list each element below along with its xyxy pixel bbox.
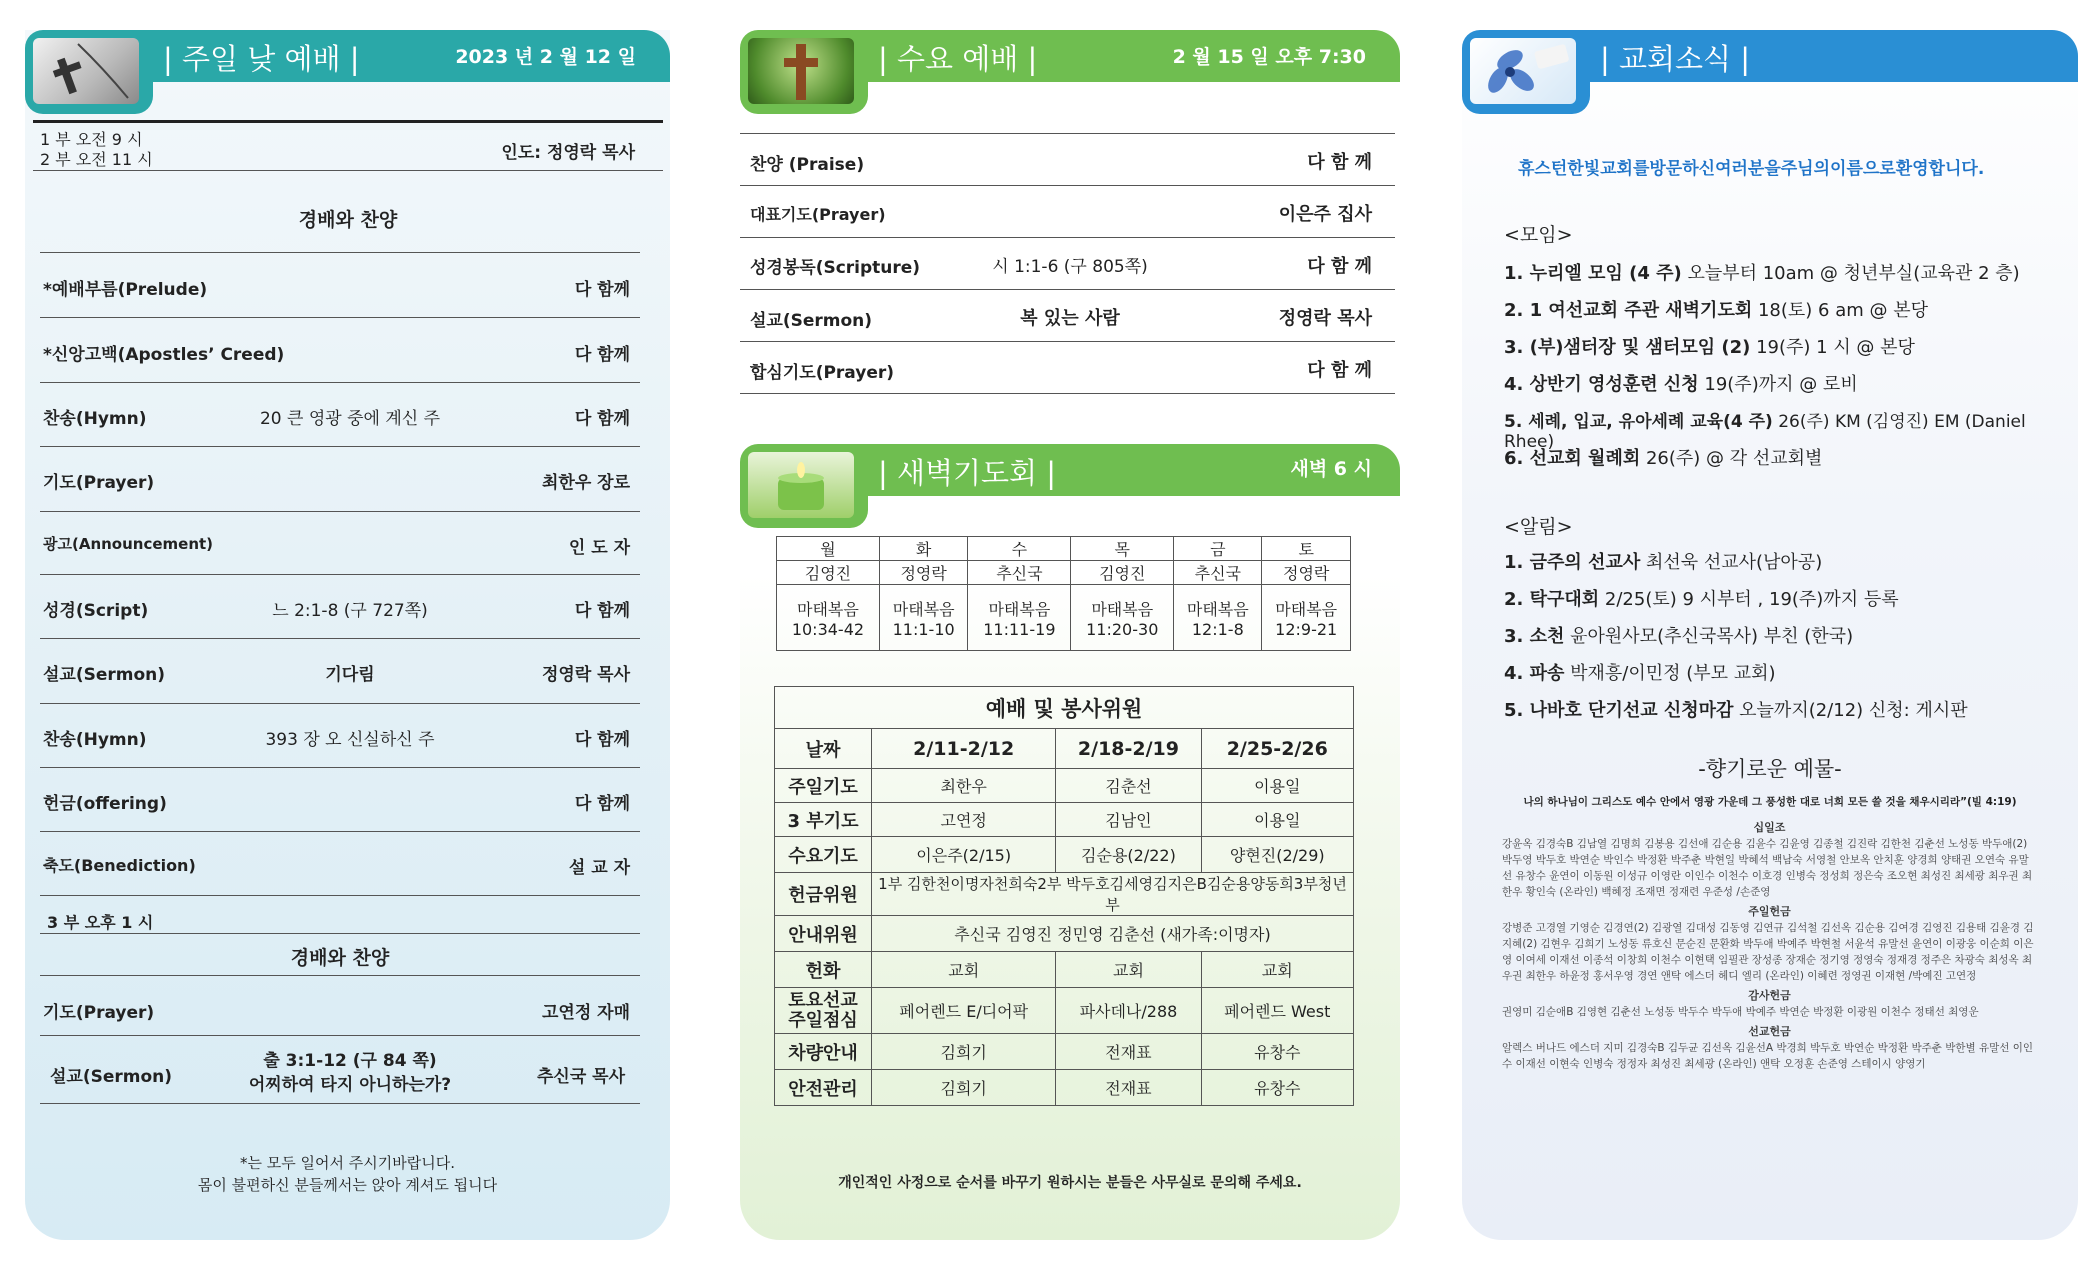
meeting-detail: 19(주) 1 시 @ 본당 (1750, 337, 1915, 358)
book-text: 마태복음 (892, 599, 955, 619)
order-person: 다 함께 (574, 345, 630, 365)
flower-icon (1470, 38, 1576, 104)
meeting-item (1504, 370, 1858, 396)
cell: 김순용(2/22) (1056, 837, 1201, 873)
cell: 김남인 (1056, 803, 1201, 837)
thanks-offering-names: 권영미 김순애B 김영현 김춘선 노성동 박두수 박두애 박예주 박연순 박정환 이광원 이천수 정태선 최영운 (1502, 1006, 1979, 1018)
passage-cell (879, 585, 968, 651)
verse-text: 12:1-8 (1191, 619, 1244, 639)
offering-list (1502, 820, 2037, 1072)
meeting-detail: 26(주) KM (김영진) EM (Daniel Rhee) (1504, 412, 2026, 452)
cell: 김희기 (872, 1070, 1056, 1106)
thanks-offering-heading: 감사헌금 (1748, 989, 1791, 1002)
order-person: 다 함께 (574, 601, 630, 621)
mission-offering-heading: 선교헌금 (1748, 1025, 1791, 1038)
row-label (775, 988, 872, 1034)
notice-item (1504, 548, 1822, 574)
wed-order-label: 찬양 (Praise) (750, 155, 865, 175)
dawn-time: 새벽 6 시 (1290, 458, 1372, 480)
wed-order-label: 합심기도(Prayer) (750, 363, 895, 383)
passage-cell (777, 585, 880, 651)
order-label: 찬송(Hymn) (43, 409, 147, 429)
dawn-title: | 새벽기도회 | (878, 456, 1057, 490)
verse-text: 11:11-19 (983, 619, 1056, 639)
wednesday-photo-tab (740, 30, 868, 114)
meeting-detail: 오늘부터 10am @ 청년부실(교육관 2 층) (1681, 263, 2020, 284)
notice-item (1504, 585, 1899, 611)
meeting-detail: 18(토) 6 am @ 본당 (1752, 300, 1928, 321)
wed-order-detail: 복 있는 사람 (1020, 308, 1120, 329)
sunday-offering-heading: 주일헌금 (1748, 905, 1791, 918)
flower-image (1470, 38, 1576, 104)
cell: 김춘선 (1056, 769, 1201, 803)
wed-order-detail: 시 1:1-6 (구 805쪽) (992, 257, 1148, 277)
wed-order-person: 이은주 집사 (1278, 204, 1372, 225)
row-label: 헌금위원 (775, 873, 872, 916)
service3-sermon-label: 설교(Sermon) (50, 1067, 173, 1087)
order-person: 인 도 자 (568, 538, 630, 558)
order-person: 다 함께 (574, 409, 630, 429)
notice-heading: <알림> (1504, 516, 1573, 538)
notice-item (1504, 659, 1776, 685)
notice-detail: 2/25(토) 9 시부터 , 19(주)까지 등록 (1599, 589, 1899, 610)
order-person: 설 교 자 (568, 858, 630, 878)
day-cell: 화 (879, 537, 968, 561)
service3-time: 3 부 오후 1 시 (47, 913, 154, 932)
passage-cell (1174, 585, 1262, 651)
row-label: 수요기도 (775, 837, 872, 873)
cell: 교회 (872, 952, 1056, 988)
service3-sermon-scripture: 출 3:1-12 (구 84 쪽) (263, 1051, 437, 1071)
notice-name: 1. 금주의 선교사 (1504, 552, 1641, 573)
day-cell: 토 (1262, 537, 1351, 561)
order-label: 설교(Sermon) (43, 665, 166, 685)
verse-text: 11:20-30 (1086, 619, 1159, 639)
leader-cell: 추신국 (1174, 561, 1262, 585)
meeting-name: 1. 누리엘 모임 (4 주) (1504, 263, 1682, 284)
order-label: *신앙고백(Apostles’ Creed) (43, 345, 285, 365)
notice-name: 3. 소천 (1504, 626, 1565, 647)
wed-order-person: 다 함 께 (1307, 152, 1372, 173)
volunteer-table (774, 686, 1354, 1106)
service-leader: 인도: 정영락 목사 (501, 143, 635, 163)
book-text: 마태복음 (1186, 599, 1249, 619)
tithe-heading: 십일조 (1753, 821, 1786, 834)
lunch-label-line2: 주일점심 (788, 1009, 858, 1031)
meeting-name: 6. 선교회 월례회 (1504, 448, 1641, 469)
service3-section-title: 경배와 찬양 (290, 947, 390, 969)
service1-time: 1 부 오전 9 시 (40, 130, 143, 149)
notice-detail: 최선욱 선교사(남아공) (1640, 552, 1823, 573)
dawn-photo-tab (740, 444, 868, 528)
news-photo-tab (1462, 30, 1590, 114)
leader-cell: 정영락 (1262, 561, 1351, 585)
week-header: 2/25-2/26 (1201, 729, 1353, 769)
cell: 김희기 (872, 1034, 1056, 1070)
meeting-item (1504, 259, 2020, 285)
notice-item (1504, 622, 1853, 648)
order-label: 광고(Announcement) (43, 535, 214, 553)
offering-title: -향기로운 예물- (1698, 757, 1842, 781)
mission-offering-names: 알렉스 버나드 에스더 지미 김경숙B 김두균 김선옥 김윤선A 박경희 박두호 박연순 박정환 박주춘 박한별 유말선 이인수 이재선 이현숙 인병숙 정정자 최성진 최세광 (온라인) 앤탁 오정훈 손준영 스테이시 양영기 (1502, 1042, 2034, 1070)
volunteer-table-title: 예배 및 봉사위원 (775, 687, 1354, 729)
row-label: 안전관리 (775, 1070, 872, 1106)
cell: 파사데나/288 (1056, 988, 1201, 1034)
news-title: | 교회소식 | (1600, 42, 1751, 76)
row-label: 안내위원 (775, 916, 872, 952)
cell: 고연정 (872, 803, 1056, 837)
notice-name: 2. 탁구대회 (1504, 589, 1600, 610)
verse-text: 12:9-21 (1275, 619, 1338, 639)
leader-cell: 김영진 (1071, 561, 1174, 585)
meeting-name: 5. 세례, 입교, 유아세례 교육(4 주) (1504, 412, 1773, 432)
lunch-label-line1: 토요선교 (788, 989, 858, 1011)
verse-text: 10:34-42 (791, 619, 865, 639)
book-text: 마태복음 (1091, 599, 1154, 619)
wednesday-service-panel (740, 30, 1400, 1240)
date-header: 날짜 (775, 729, 872, 769)
wed-order-person: 정영락 목사 (1278, 308, 1372, 329)
cell: 전재표 (1056, 1070, 1201, 1106)
row-label: 3 부기도 (775, 803, 872, 837)
offering-verse: 나의 하나님이 그리스도 예수 안에서 영광 가운데 그 풍성한 대로 너희 모든 쓸 것을 채우시리라”(빌 4:19) (1523, 796, 2017, 808)
row-label: 주일기도 (775, 769, 872, 803)
meeting-detail: 19(주)까지 @ 로비 (1698, 374, 1858, 395)
meeting-name: 2. 1 여선교회 주관 새벽기도회 (1504, 300, 1753, 321)
order-detail: 기다림 (325, 665, 375, 685)
notice-detail: 오늘까지(2/12) 신청: 게시판 (1733, 700, 1968, 721)
notice-name: 5. 나바호 단기선교 신청마감 (1504, 700, 1734, 721)
candle-icon (748, 452, 854, 518)
day-cell: 월 (777, 537, 880, 561)
wed-order-person: 다 함 께 (1307, 360, 1372, 381)
offering-team: 1부 김한천이명자천희숙2부 박두호김세영김지은B김순용양동희3부청년부 (872, 873, 1354, 916)
wednesday-title: | 수요 예배 | (878, 42, 1038, 76)
sunday-service-panel (25, 30, 670, 1240)
meeting-item (1504, 333, 1915, 359)
order-label: 성경(Script) (43, 601, 149, 621)
footnote-standing: *는 모두 일어서 주시기바랍니다. (240, 1154, 455, 1172)
leader-cell: 정영락 (879, 561, 968, 585)
service3-sermon-title: 어찌하여 타지 아니하는가? (248, 1075, 452, 1095)
cell: 유창수 (1201, 1070, 1353, 1106)
day-cell: 목 (1071, 537, 1174, 561)
order-label: *예배부름(Prelude) (43, 280, 208, 300)
footnote-seated: 몸이 불편하신 분들께서는 앉아 계셔도 됩니다 (197, 1176, 498, 1194)
cell: 페어렌드 West (1201, 988, 1353, 1034)
passage-cell (1071, 585, 1174, 651)
sunday-offering-names: 강병준 고경열 기영순 김경연(2) 김광열 김대성 김동영 김연규 김석철 김선옥 김순용 김여경 김영진 김용태 김윤경 김지혜(2) 김현우 김희기 노성동 류호신 문순진 문환화 박두애 박예주 박현철 서윤석 유말선 윤연이 이광웅 이순희 이은영 이여세 이재선 이종석 이창희 이천수 이현택 임필관 장성종 장재순 정기영 정영숙 정재경 정주은 차광숙 최성옥 최우권 최한우 하윤정 홍서우영 경연 앤탁 에스더 헤디 엘리 (온라인) 이혜련 정영권 이재현 /박예진 고연정 (1502, 922, 2034, 982)
cross-icon (748, 38, 854, 104)
wed-order-label: 설교(Sermon) (750, 311, 873, 331)
wooden-cross-image (748, 38, 854, 104)
cross-icon (33, 38, 139, 104)
notice-detail: 윤아원사모(추신국목사) 부친 (한국) (1564, 626, 1854, 647)
wed-order-person: 다 함 께 (1307, 256, 1372, 277)
cell: 최한우 (872, 769, 1056, 803)
week-header: 2/18-2/19 (1056, 729, 1201, 769)
wednesday-date: 2 월 15 일 오후 7:30 (1172, 46, 1366, 68)
cell: 페어렌드 E/디어팍 (872, 988, 1056, 1034)
cell: 양현진(2/29) (1201, 837, 1353, 873)
book-text: 마태복음 (797, 599, 859, 619)
row-label: 헌화 (775, 952, 872, 988)
book-text: 마태복음 (1275, 599, 1338, 619)
verse-text: 11:1-10 (892, 619, 955, 639)
order-detail: 20 큰 영광 중에 계신 주 (259, 409, 441, 429)
day-cell: 금 (1174, 537, 1262, 561)
row-label: 차량안내 (775, 1034, 872, 1070)
order-person: 다 함께 (574, 794, 630, 814)
cell: 이용일 (1201, 769, 1353, 803)
meeting-name: 3. (부)샘터장 및 샘터모임 (2) (1504, 337, 1751, 358)
order-label: 찬송(Hymn) (43, 730, 147, 750)
tithe-names: 강윤옥 김경숙B 김남열 김명희 김봉용 김선애 김순용 김윤수 김윤영 김종철 김진락 김한천 김춘선 노성동 박두애(2) 박두영 박두호 박연순 박인수 박정환 박주춘 박현일 박혜석 백남숙 서영철 안보옥 안치훈 양경희 양태권 오연숙 유말선 유창수 윤연이 이동원 이성규 이영란 이인수 이천수 이호경 인병숙 정성희 정은숙 조오현 최성진 최세광 최우권 최한우 황인숙 (온라인) 백혜정 조재면 정재련 우준성 /손준영 (1502, 838, 2033, 898)
meeting-item (1504, 444, 1822, 470)
meeting-item (1504, 296, 1928, 322)
wed-order-label: 대표기도(Prayer) (750, 205, 886, 224)
cell: 유창수 (1201, 1034, 1353, 1070)
order-label: 축도(Benediction) (43, 856, 196, 875)
week-header: 2/11-2/12 (872, 729, 1056, 769)
service2-time: 2 부 오전 11 시 (40, 150, 153, 169)
meeting-heading: <모임> (1504, 224, 1573, 246)
order-person: 최한우 장로 (541, 473, 630, 493)
day-cell: 수 (968, 537, 1071, 561)
sunday-title: | 주일 낮 예배 | (163, 42, 360, 76)
leader-cell: 김영진 (777, 561, 880, 585)
usher-team: 추신국 김영진 정민영 김춘선 (새가족:이명자) (872, 916, 1354, 952)
book-text: 마태복음 (988, 599, 1051, 619)
service3-prayer-person: 고연정 자매 (541, 1003, 630, 1023)
sunday-date: 2023 년 2 월 12 일 (455, 46, 636, 68)
service3-prayer-label: 기도(Prayer) (43, 1003, 155, 1023)
order-detail: 느 2:1-8 (구 727쪽) (272, 601, 428, 621)
sunday-photo-tab (25, 30, 153, 114)
contact-note: 개인적인 사정으로 순서를 바꾸기 원하시는 분들은 사무실로 문의해 주세요. (838, 1175, 1302, 1191)
cell: 이은주(2/15) (872, 837, 1056, 873)
service3-sermon-person: 추신국 목사 (536, 1067, 625, 1087)
leader-cell: 추신국 (968, 561, 1071, 585)
order-person: 정영락 목사 (541, 665, 630, 685)
passage-cell (968, 585, 1071, 651)
order-person: 다 함께 (574, 280, 630, 300)
dawn-schedule-table (776, 536, 1351, 651)
wed-order-label: 성경봉독(Scripture) (750, 258, 921, 278)
order-person: 다 함께 (574, 730, 630, 750)
cell: 교회 (1056, 952, 1201, 988)
worship-section-title: 경배와 찬양 (298, 209, 398, 231)
notice-detail: 박재흥/이민정 (부모 교회) (1564, 663, 1776, 684)
cell: 이용일 (1201, 803, 1353, 837)
order-label: 기도(Prayer) (43, 473, 155, 493)
cell: 전재표 (1056, 1034, 1201, 1070)
candle-image (748, 452, 854, 518)
order-detail: 393 장 오 신실하신 주 (265, 730, 435, 750)
notice-item (1504, 696, 1968, 722)
passage-cell (1262, 585, 1351, 651)
church-news-panel (1462, 30, 2078, 1240)
welcome-message: 휴스턴한빛교회를방문하신여러분을주님의이름으로환영합니다. (1518, 159, 1985, 179)
notice-name: 4. 파송 (1504, 663, 1565, 684)
bible-cross-image (33, 38, 139, 104)
order-label: 헌금(offering) (43, 794, 167, 814)
meeting-name: 4. 상반기 영성훈련 신청 (1504, 374, 1699, 395)
cell: 교회 (1201, 952, 1353, 988)
meeting-detail: 26(주) @ 각 선교회별 (1640, 448, 1823, 469)
